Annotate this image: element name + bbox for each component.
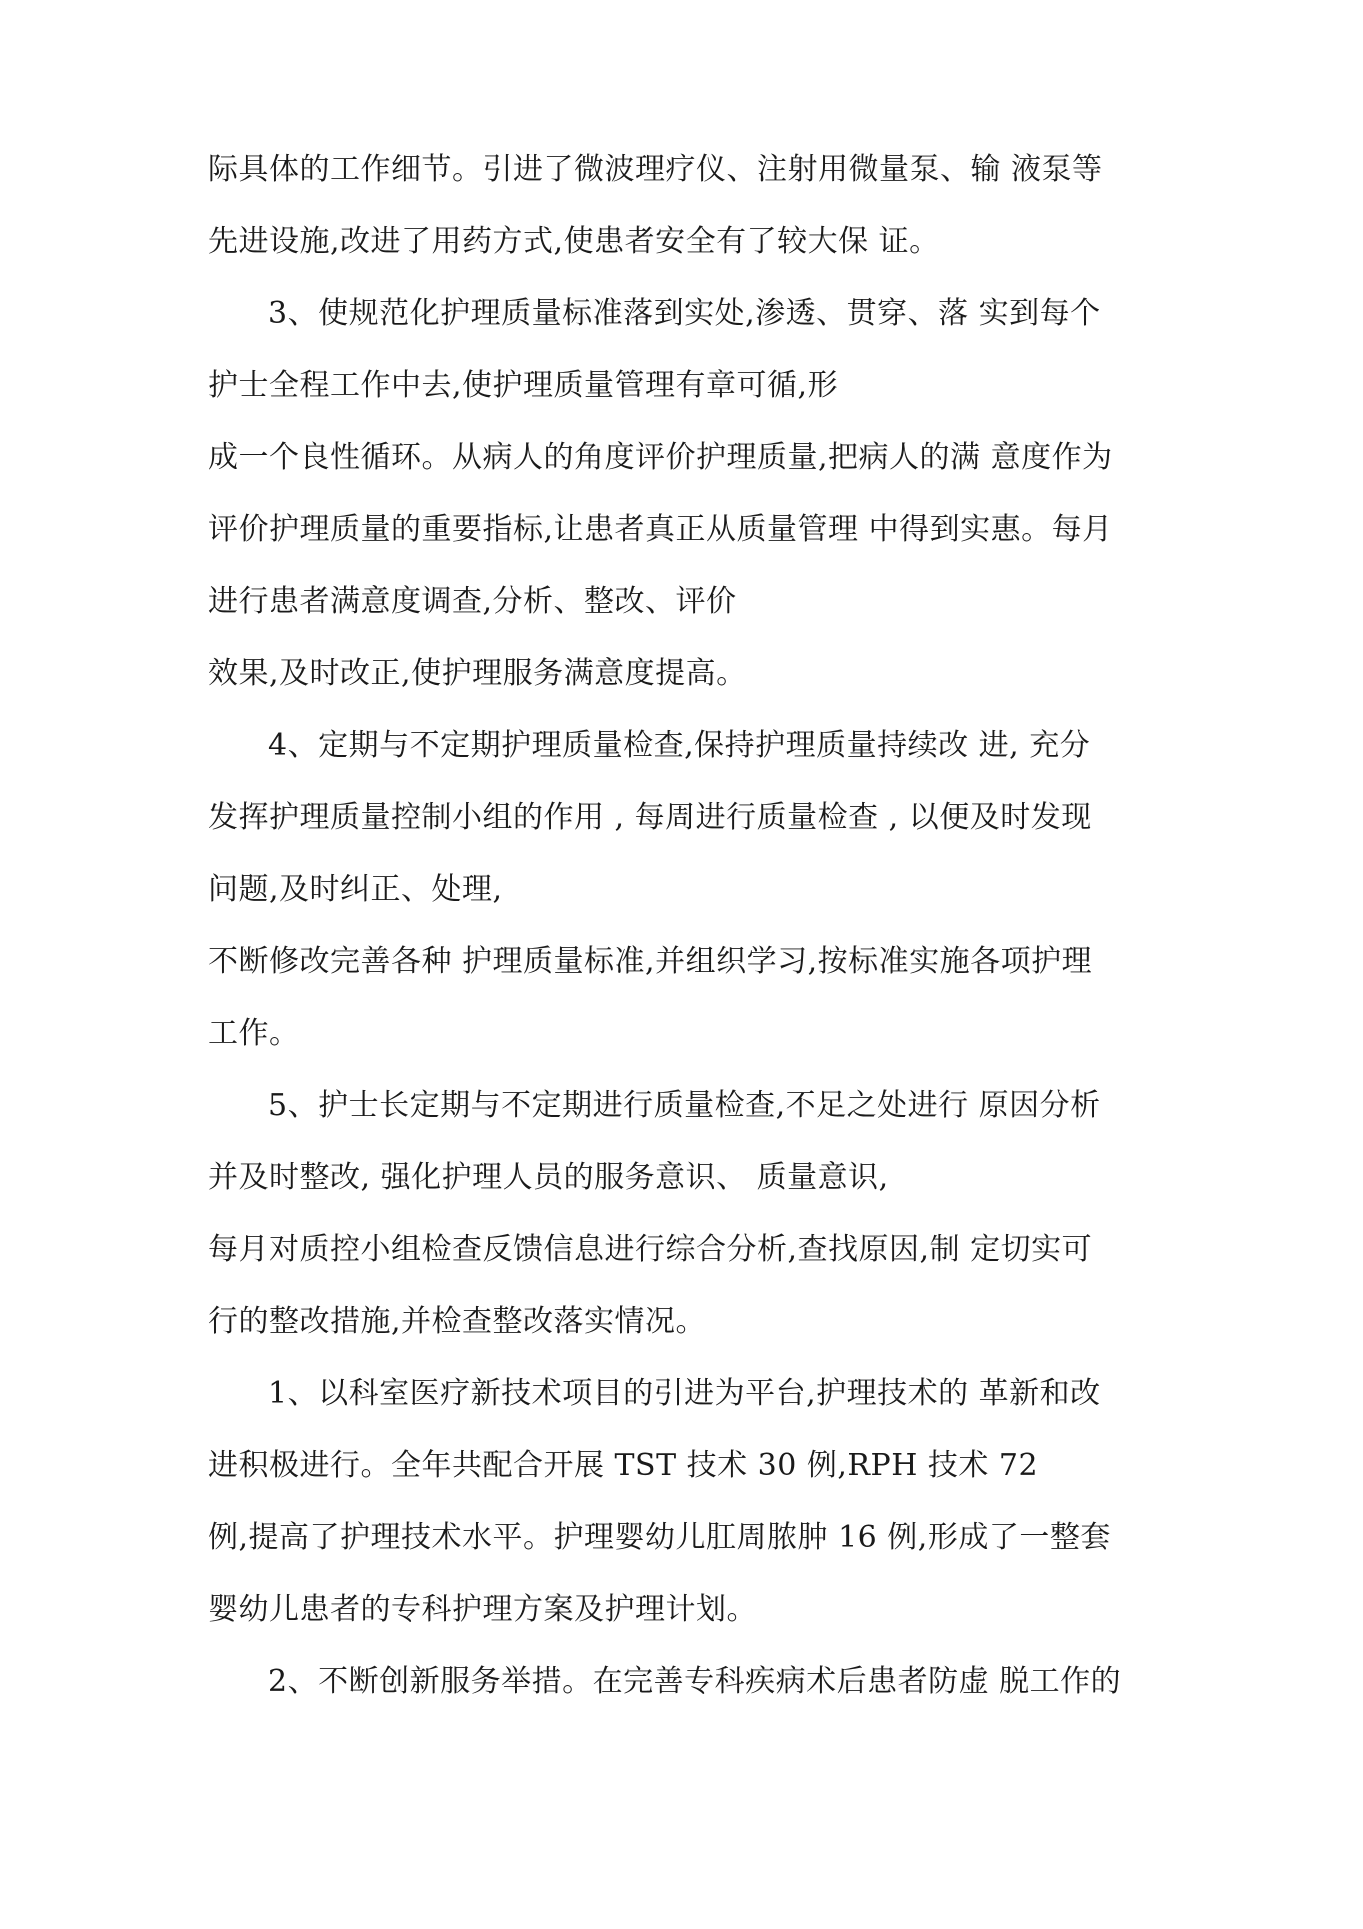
text-line: 工作。 xyxy=(208,1016,300,1051)
paragraph-start-line: 5、护士长定期与不定期进行质量检查,不足之处进行 原因分析 xyxy=(268,1088,1101,1123)
text-line: 护士全程工作中去,使护理质量管理有章可循,形 xyxy=(208,368,839,403)
text-line: 评价护理质量的重要指标,让患者真正从质量管理 中得到实惠。每月 xyxy=(208,512,1113,547)
text-line: 不断修改完善各种 护理质量标准,并组织学习,按标准实施各项护理 xyxy=(208,944,1093,979)
text-line: 际具体的工作细节。引进了微波理疗仪、注射用微量泵、输 液泵等 xyxy=(208,152,1103,187)
text-line: 成一个良性循环。从病人的角度评价护理质量,把病人的满 意度作为 xyxy=(208,440,1113,475)
text-line: 婴幼儿患者的专科护理方案及护理计划。 xyxy=(208,1592,757,1627)
text-line: 进积极进行。全年共配合开展 TST 技术 30 例,RPH 技术 72 xyxy=(208,1448,1039,1483)
text-line: 效果,及时改正,使护理服务满意度提高。 xyxy=(208,656,747,691)
text-line: 例,提高了护理技术水平。护理婴幼儿肛周脓肿 16 例,形成了一整套 xyxy=(208,1520,1111,1555)
text-line: 发挥护理质量控制小组的作用 , 每周进行质量检查 , 以便及时发现 xyxy=(208,800,1092,835)
paragraph-start-line: 4、定期与不定期护理质量检查,保持护理质量持续改 进, 充分 xyxy=(268,728,1091,763)
paragraph-start-line: 3、使规范化护理质量标准落到实处,渗透、贯穿、落 实到每个 xyxy=(268,296,1101,331)
text-line: 行的整改措施,并检查整改落实情况。 xyxy=(208,1304,707,1339)
text-line: 每月对质控小组检查反馈信息进行综合分析,查找原因,制 定切实可 xyxy=(208,1232,1093,1267)
paragraph-start-line: 1、以科室医疗新技术项目的引进为平台,护理技术的 革新和改 xyxy=(268,1376,1101,1411)
text-line: 先进设施,改进了用药方式,使患者安全有了较大保 证。 xyxy=(208,224,940,259)
text-line: 进行患者满意度调查,分析、整改、评价 xyxy=(208,584,737,619)
text-line: 问题,及时纠正、处理, xyxy=(208,872,503,907)
text-line: 并及时整改, 强化护理人员的服务意识、 质量意识, xyxy=(208,1160,889,1195)
paragraph-start-line: 2、不断创新服务举措。在完善专科疾病术后患者防虚 脱工作的 xyxy=(268,1664,1122,1699)
